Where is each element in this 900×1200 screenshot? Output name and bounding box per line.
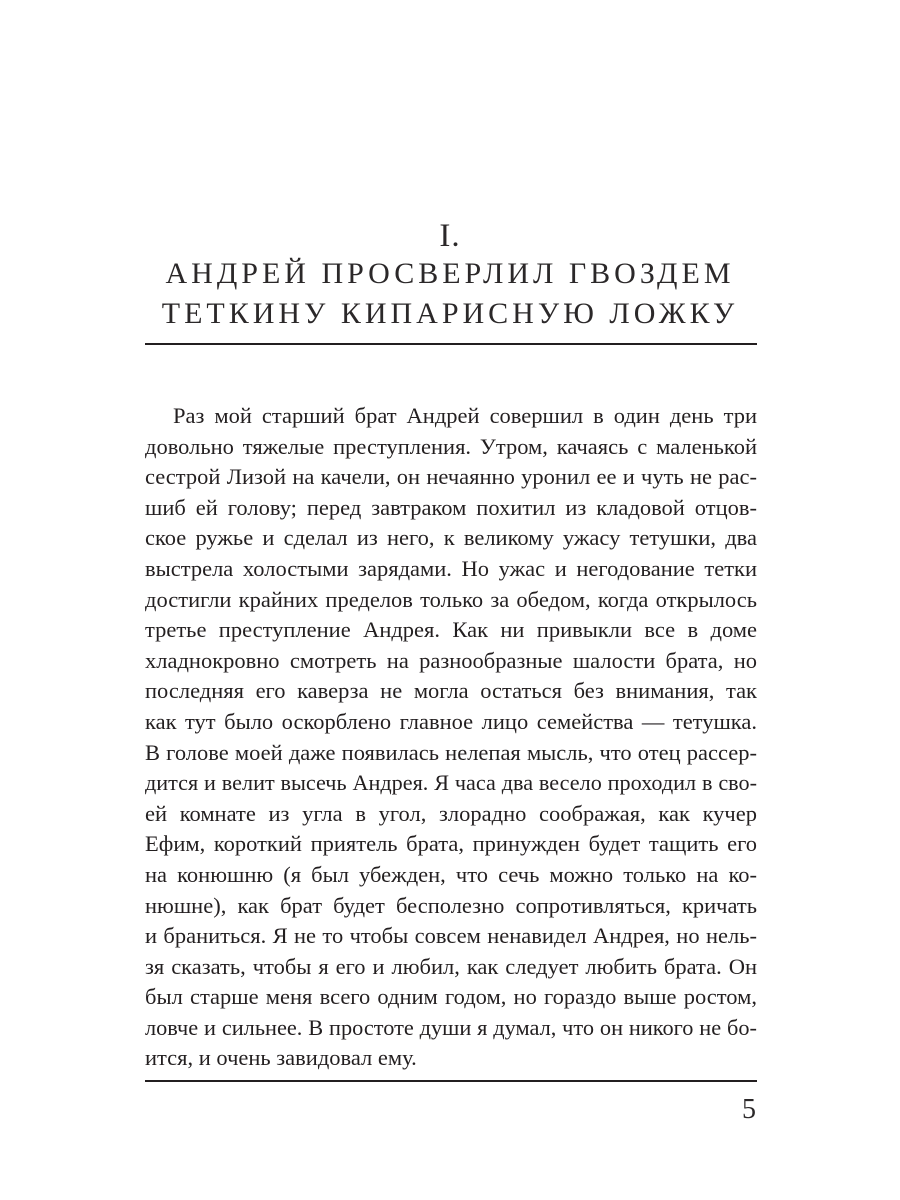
text-line: третье преступление Андрея. Как ни привыкли все в доме (145, 617, 757, 643)
chapter-number: I. (439, 218, 461, 254)
text-line: ское ружье и сделал из него, к великому ужасу тетушки, два (145, 525, 757, 551)
text-line: и браниться. Я не то чтобы совсем ненавидел Андрея, но нель- (145, 923, 757, 949)
text-line: Ефим, короткий приятель брата, принужден будет тащить его (145, 831, 757, 857)
text-line: довольно тяжелые преступления. Утром, качаясь с маленькой (145, 433, 757, 459)
chapter-title-line: АНДРЕЙ ПРОСВЕРЛИЛ ГВОЗДЕМ (165, 257, 735, 290)
bottom-divider (145, 1080, 757, 1082)
text-line: на конюшню (я был убежден, что сечь можно только на ко- (145, 861, 757, 887)
text-line: шиб ей голову; перед завтраком похитил из кладовой отцов- (145, 494, 757, 520)
text-line: зя сказать, чтобы я его и любил, как следует любить брата. Он (145, 953, 757, 979)
chapter-title-line: ТЕТКИНУ КИПАРИСНУЮ ЛОЖКУ (161, 297, 739, 330)
text-line: Раз мой старший брат Андрей совершил в один день три (173, 403, 757, 428)
text-line: нюшне), как брат будет бесполезно сопротивляться, кричать (145, 892, 757, 918)
text-line: ится, и очень завидовал ему. (145, 1045, 417, 1071)
body-text (145, 401, 757, 1074)
text-line: хладнокровно смотреть на разнообразные шалости брата, но (145, 647, 757, 673)
text-line: ей комнате из угла в угол, злорадно соображая, как кучер (145, 800, 757, 826)
text-line: последняя его каверза не могла остаться без внимания, так (145, 678, 757, 704)
text-line: выстрела холостыми зарядами. Но ужас и негодование тетки (145, 555, 757, 581)
text-line: сестрой Лизой на качели, он нечаянно уронил ее и чуть не рас- (145, 464, 757, 490)
text-line: В голове моей даже появилась нелепая мысль, что отец рассер- (145, 739, 757, 765)
top-divider (145, 343, 757, 345)
page-number: 5 (742, 1094, 756, 1125)
text-line: ловче и сильнее. В простоте души я думал, что он никого не бо- (145, 1014, 757, 1040)
text-line: достигли крайних пределов только за обедом, когда открылось (145, 586, 757, 612)
text-line: был старше меня всего одним годом, но гораздо выше ростом, (145, 984, 757, 1010)
text-line: дится и велит высечь Андрея. Я часа два весело проходил в сво- (145, 770, 757, 796)
text-line: как тут было оскорблено главное лицо семейства — тетушка. (145, 708, 757, 734)
chapter-title (145, 254, 755, 334)
